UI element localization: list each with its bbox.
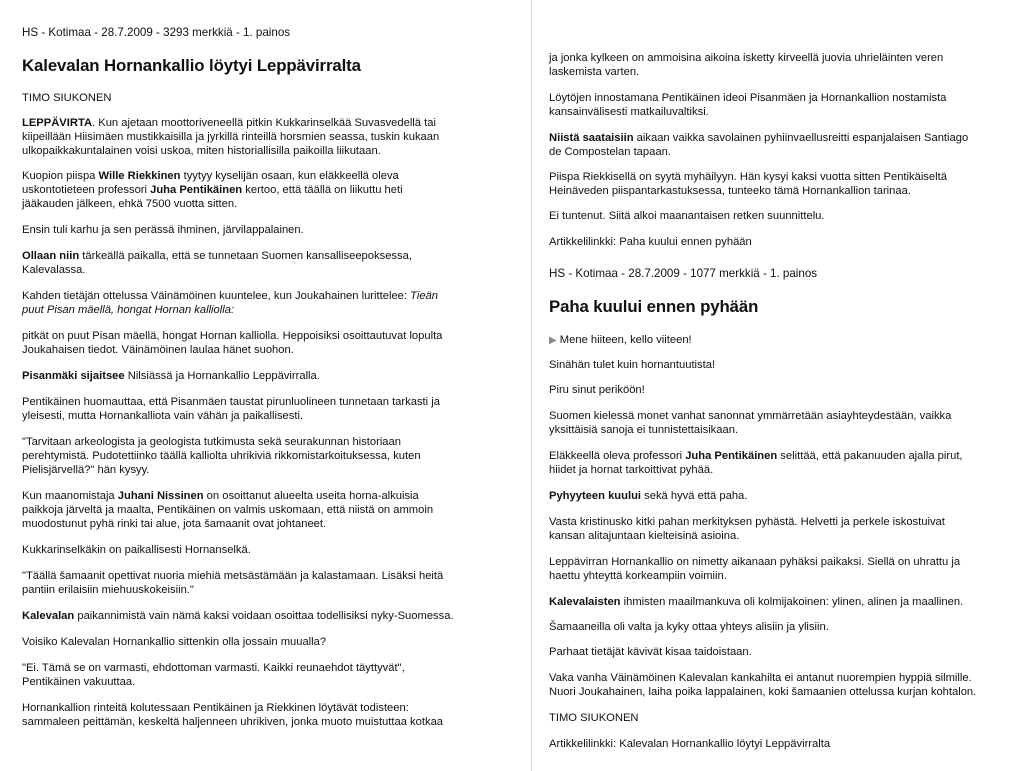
article-link[interactable]: Artikkelilinkki: Paha kuului ennen pyhään	[549, 236, 752, 248]
text: tärkeällä paikalla, että se tunnetaan Suomen kansalliseepoksessa,	[79, 250, 412, 262]
article-link[interactable]: Artikkelilinkki: Kalevalan Hornankallio löytyi Leppävirralta	[549, 738, 831, 750]
text: paikkoja järveltä ja maalta, Pentikäinen on valmis uskomaan, että niistä on ammoin	[22, 504, 434, 516]
text: selittää, että pakanuuden ajalla pirut,	[777, 450, 963, 462]
text: Pielisjärvellä?" hän kysyy.	[22, 464, 150, 476]
lead-word: Kalevalaisten	[549, 596, 621, 608]
text: Löytöjen innostamana Pentikäinen ideoi Pisanmäen ja Hornankallion nostamista	[549, 92, 947, 104]
paragraph-7	[22, 369, 320, 383]
text: Kun maanomistaja	[22, 490, 118, 502]
article2-paragraph-3	[549, 489, 747, 503]
article2-paragraph-7: Šamaaneilla oli valta ja kyky ottaa yhteys alisiin ja ylisiin.	[549, 621, 829, 633]
text: "Tarvitaan arkeologista ja geologista tutkimusta sekä seurakunnan historiaan	[22, 436, 401, 448]
text: yksittäisiä sanoja ei tunnistettaisikaan.	[549, 424, 739, 436]
text: kansainvälisesti matkailuvaltiksi.	[549, 106, 709, 118]
quote: Tieän	[410, 290, 438, 302]
text: Mene hiiteen, kello viiteen!	[556, 334, 692, 346]
person-name: Juha Pentikäinen	[685, 450, 778, 462]
paragraph-13	[22, 609, 454, 623]
article-meta: HS - Kotimaa - 28.7.2009 - 3293 merkkiä - 1. painos	[22, 26, 291, 39]
text: yleisesti, mutta Hornankalliota vain vähän ja paikallisesti.	[22, 410, 304, 422]
text: muodostunut pyhä rinki tai alue, jota šamaanit ovat johtaneet.	[22, 518, 327, 530]
text: Vasta kristinusko kitki pahan merkityksen pyhästä. Helvetti ja perkele iskostuivat	[549, 516, 945, 528]
text: tyytyy kyselijän osaan, kun eläkkeellä oleva	[180, 170, 399, 182]
text: Kahden tietäjän ottelussa Väinämöinen kuuntelee, kun Joukahainen luritteleе:	[22, 290, 411, 302]
article-title: Paha kuului ennen pyhään	[549, 297, 759, 316]
text: paikannimistä vain nämä kaksi voidaan osoittaa todellisiksi nyky-Suomessa.	[74, 610, 454, 622]
lead-word: Ollaan niin	[22, 250, 80, 262]
text: Eläkkeellä oleva professori	[549, 450, 686, 462]
text: Pentikäinen vakuuttaa.	[22, 676, 136, 688]
text: kertoo, että täällä on liikuttu heti	[242, 184, 403, 196]
text: Hornankallion rinteitä kolutessaan Pentikäinen ja Riekkinen löytävät todisteen:	[22, 702, 409, 714]
text: haettu yhteyttä korkeampiin voimiin.	[549, 570, 727, 582]
text: hiidet ja hornat tarkoittivat pyhää.	[549, 464, 714, 476]
text: Piispa Riekkisellä on syytä myhäilyyn. Hän kysyi kaksi vuotta sitten Pentikäiseltä	[549, 171, 947, 183]
lead-word: LEPPÄVIRTA	[22, 117, 93, 129]
text: de Compostelan tapaan.	[549, 146, 671, 158]
text: kiipeillään Hiisimäen mustikkaisilla ja jyrkillä rinteillä horsmien seassa, tuskin kukaan	[22, 131, 440, 143]
text: aikaan vaikka savolainen pyhiinvaellusreitti espanjalaisen Santiago	[633, 132, 969, 144]
paragraph-14: Voisiko Kalevalan Hornankallio sittenkin olla jossain muualla?	[22, 636, 327, 648]
quote: puut Pisan mäellä, hongat Hornan kalliolla:	[22, 304, 235, 316]
person-name: Wille Riekkinen	[98, 170, 181, 182]
paragraph-11: Kukkarinselkäkin on paikallisesti Hornanselkä.	[22, 544, 251, 556]
text: Kuopion piispa	[22, 170, 99, 182]
text: "Ei. Tämä se on varmasti, ehdottoman varmasti. Kaikki reunaehdot täyttyvät",	[22, 662, 405, 674]
text: Leppävirran Hornankallio on nimetty aikanaan pyhäksi paikaksi. Siellä on uhrattu ja	[549, 556, 961, 568]
text: jääkauden jälkeen, ehkä 7500 vuotta sitten.	[22, 198, 238, 210]
article-author: TIMO SIUKONEN	[22, 92, 112, 104]
person-name: Juha Pentikäinen	[150, 184, 243, 196]
article-meta: HS - Kotimaa - 28.7.2009 - 1077 merkkiä - 1. painos	[549, 267, 818, 280]
text: ulkopaikkakuntalainen voisi uskoa, miten historiallisilla paikoilla liikutaan.	[22, 145, 381, 157]
continuation-paragraph-5: Ei tuntenut. Siitä alkoi maanantaisen retken suunnittelu.	[549, 210, 825, 222]
text: Suomen kielessä monet vanhat sanonnat ymmärretään asiayhteydestään, vaikka	[549, 410, 952, 422]
text: kansan alitajuntaan kielteisinä asioina.	[549, 530, 740, 542]
text: Heinäveden piispantarkastuksessa, tunteeko tämä Hornankallion tarinaa.	[549, 185, 911, 197]
text: sekä hyvä että paha.	[641, 490, 748, 502]
lead-word: Niistä saataisiin	[549, 132, 634, 144]
text: ja jonka kylkeen on ammoisina aikoina isketty kirveellä juovia uhrieläinten veren	[549, 52, 944, 64]
text: perehtymistä. Pudotettiinko täällä kalliolta uhrikiviä rikkomistarkoituksessa, kuten	[22, 450, 421, 462]
text: on osoittanut alueelta useita horna-alkuisia	[203, 490, 419, 502]
text: pantiin erilaisiin miehuuskokeisiin."	[22, 584, 194, 596]
article2-paragraph-6	[549, 595, 963, 609]
text: laskemista varten.	[549, 66, 640, 78]
triangle-right-icon: ▶	[549, 335, 557, 346]
text: pitkät on puut Pisan mäellä, hongat Hornan kalliolla. Heppoisiksi osoittautuvat lopulta	[22, 330, 443, 342]
text: . Kun ajetaan moottoriveneellä pitkin Kukkarinselkää Suvasvedellä tai	[92, 117, 436, 129]
article2-paragraph-8: Parhaat tietäjät kävivät kisaa taidoistaan.	[549, 646, 752, 658]
article-title: Kalevalan Hornankallio löytyi Leppävirralta	[22, 56, 361, 75]
text: Pentikäinen huomauttaa, että Pisanmäen taustat pirunluolineen tunnetaan tarkasti ja	[22, 396, 440, 408]
text: Vaka vanha Väinämöinen Kalevalan kankahilta ei antanut nuorempien hyppiä silmille.	[549, 672, 972, 684]
article-author: TIMO SIUKONEN	[549, 712, 639, 724]
saying-1	[549, 333, 692, 348]
right-page	[532, 0, 1024, 771]
person-name: Juhani Nissinen	[117, 490, 204, 502]
saying-3: Piru sinut periköön!	[549, 384, 645, 396]
lead-word: Kalevalan	[22, 610, 75, 622]
lead-word: Pisanmäki sijaitsee	[22, 370, 125, 382]
text: "Täällä šamaanit opettivat nuoria miehiä metsästämään ja kalastamaan. Lisäksi heitä	[22, 570, 444, 582]
saying-2: Sinähän tulet kuin hornantuutista!	[549, 359, 716, 371]
text: Nilsiässä ja Hornankallio Leppävirralla.	[124, 370, 320, 382]
lead-word: Pyhyyteen kuului	[549, 490, 642, 502]
text: Joukahaisen tiedot. Väinämöinen laulaa hänet suohon.	[22, 344, 294, 356]
text: ihmisten maailmankuva oli kolmijakoinen: ylinen, alinen ja maallinen.	[620, 596, 964, 608]
paragraph-3: Ensin tuli karhu ja sen perässä ihminen, järvilappalainen.	[22, 224, 304, 236]
text: Kalevalassa.	[22, 264, 86, 276]
text: uskontotieteen professori	[22, 184, 151, 196]
text: Nuori Joukahainen, laiha poika lappalainen, koki šamaanien ottelussa kurjan kohtalon.	[549, 686, 977, 698]
text: sammaleen peittämän, keskeltä haljenneen uhrikiven, jonka muoto muistuttaa kotkaa	[22, 716, 444, 728]
